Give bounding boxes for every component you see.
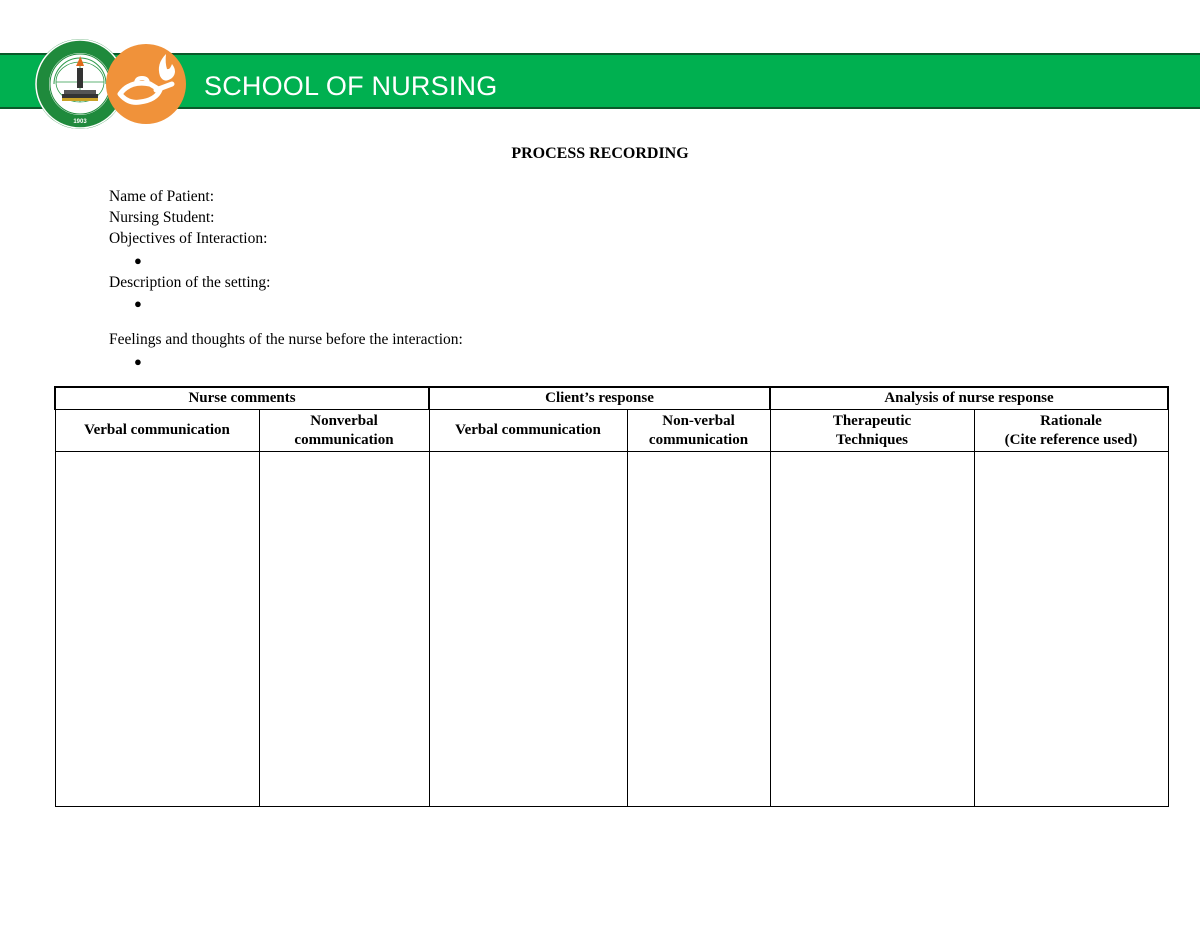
header-title: SCHOOL OF NURSING bbox=[204, 71, 498, 101]
col-rationale: Rationale (Cite reference used) bbox=[974, 410, 1168, 452]
cell-therapeutic-techniques[interactable] bbox=[770, 452, 974, 807]
col-therapeutic-techniques: Therapeutic Techniques bbox=[770, 410, 974, 452]
col-nurse-nonverbal: Nonverbal communication bbox=[259, 410, 429, 452]
cell-nurse-verbal[interactable] bbox=[55, 452, 259, 807]
group-client-response: Client’s response bbox=[429, 387, 770, 410]
setting-bullet: ● bbox=[134, 296, 142, 311]
feelings-label: Feelings and thoughts of the nurse before the interaction: bbox=[109, 331, 463, 348]
process-recording-table bbox=[54, 386, 1169, 807]
document-title: PROCESS RECORDING bbox=[511, 145, 689, 162]
col-client-nonverbal: Non-verbal communication bbox=[627, 410, 770, 452]
table-group-row bbox=[55, 387, 1168, 410]
col-nurse-verbal: Verbal communication bbox=[55, 410, 259, 452]
cell-rationale[interactable] bbox=[974, 452, 1168, 807]
objectives-bullet: ● bbox=[134, 253, 142, 268]
group-nurse-comments: Nurse comments bbox=[55, 387, 429, 410]
objectives-label: Objectives of Interaction: bbox=[109, 230, 268, 247]
nursing-student-label: Nursing Student: bbox=[109, 209, 215, 226]
patient-name-label: Name of Patient: bbox=[109, 188, 215, 205]
cell-client-nonverbal[interactable] bbox=[627, 452, 770, 807]
nursing-lamp-icon bbox=[106, 38, 192, 130]
cell-nurse-nonverbal[interactable] bbox=[259, 452, 429, 807]
group-analysis: Analysis of nurse response bbox=[770, 387, 1168, 410]
col-client-verbal: Verbal communication bbox=[429, 410, 627, 452]
table-header-row bbox=[55, 410, 1168, 452]
feelings-bullet: ● bbox=[134, 354, 142, 369]
cell-client-verbal[interactable] bbox=[429, 452, 627, 807]
setting-label: Description of the setting: bbox=[109, 274, 271, 291]
seal-year: 1903 bbox=[73, 119, 87, 125]
table-row bbox=[55, 452, 1168, 807]
